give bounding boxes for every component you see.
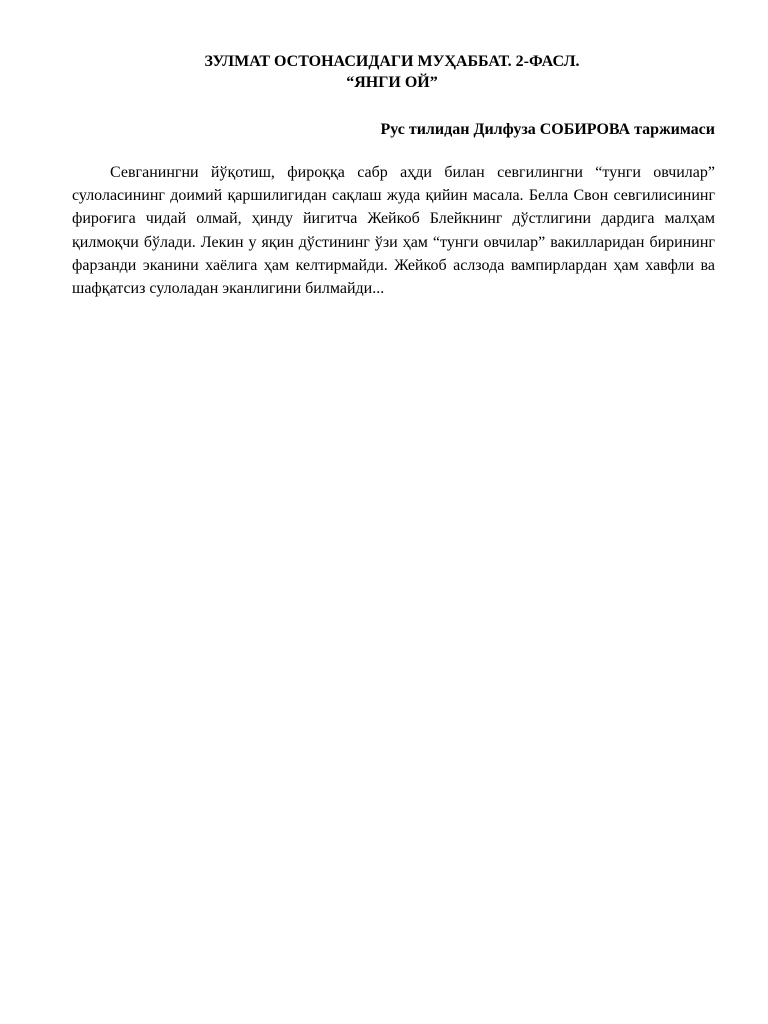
- document-title: ЗУЛМАТ ОСТОНАСИДАГИ МУҲАББАТ. 2-ФАСЛ.: [204, 53, 580, 70]
- translator-credit: Рус тилидан Дилфуза СОБИРОВА таржимаси: [380, 121, 715, 138]
- body-paragraph: Севганингни йўқотиш, фироққа сабр аҳди билан севгилингни “тунги овчилар” сулоласининг доимий қаршилигидан сақлаш жуда қийин масала. Белла Свон севгилисининг фироғига чидай олмай, ҳинду йигитча Жейкоб Блейкнинг дўстлигини дардига малҳам қилмоқчи бўлади. Лекин у яқин дўстининг ўзи ҳам “тунги овчилар” вакилларидан бирининг фарзанди эканини хаёлига ҳам келтирмайди. Жейкоб аслзода вампирлардан ҳам хавфли ва шафқатсиз сулоладан эканлигини билмайди...: [72, 164, 715, 298]
- document-subtitle: “ЯНГИ ОЙ”: [346, 74, 438, 91]
